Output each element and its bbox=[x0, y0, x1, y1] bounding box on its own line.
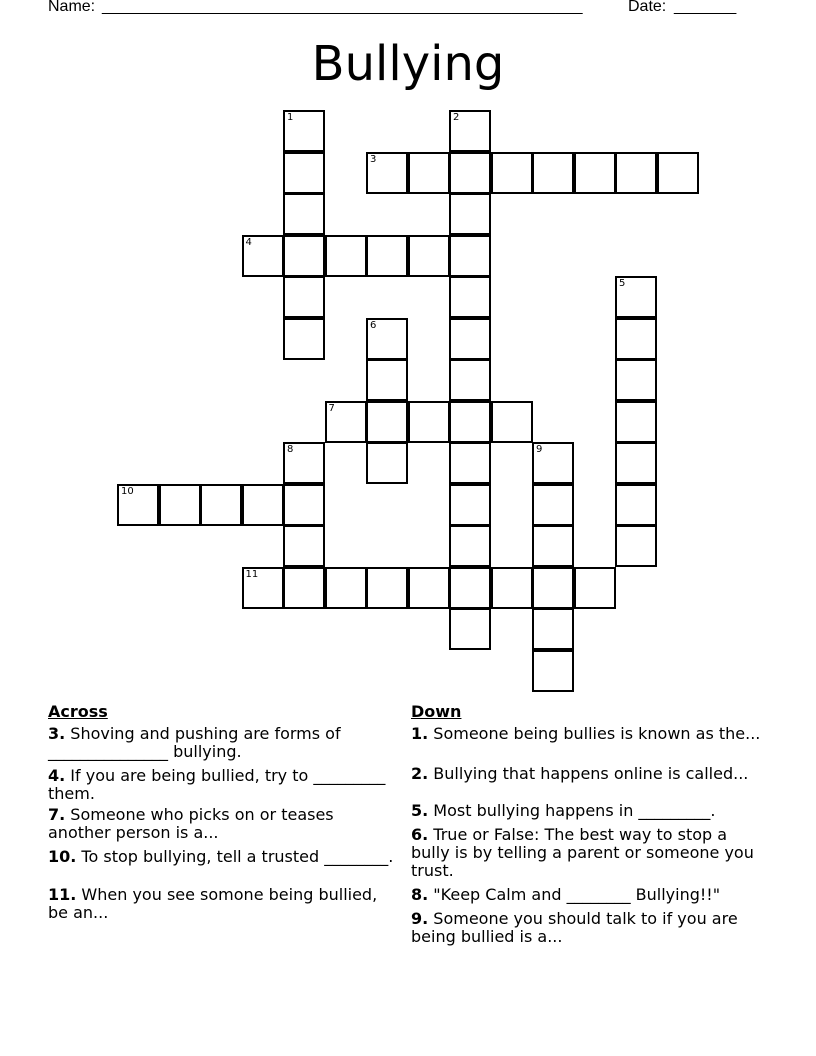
grid-cell[interactable] bbox=[491, 401, 533, 443]
grid-cell[interactable] bbox=[366, 567, 408, 609]
clue-text: If you are being bullied, try to _________ them. bbox=[48, 766, 386, 803]
grid-cell[interactable] bbox=[449, 608, 491, 650]
clue-label: 3. bbox=[48, 724, 66, 743]
across-clue bbox=[48, 886, 398, 922]
grid-cell[interactable] bbox=[491, 567, 533, 609]
clue-number: 3 bbox=[370, 153, 377, 165]
clue-text: "Keep Calm and ________ Bullying!!" bbox=[428, 885, 721, 904]
grid-cell[interactable] bbox=[449, 359, 491, 401]
down-clue bbox=[411, 802, 761, 820]
clue-number: 7 bbox=[328, 402, 335, 414]
clue-text: Someone you should talk to if you are being bullied is a... bbox=[411, 909, 738, 946]
clue-label: 10. bbox=[48, 847, 77, 866]
clue-text: Bullying that happens online is called... bbox=[428, 764, 749, 783]
down-clue bbox=[411, 765, 761, 783]
name-field[interactable]: ______________________________________________________ bbox=[102, 0, 583, 15]
grid-cell[interactable] bbox=[615, 442, 657, 484]
grid-cell[interactable] bbox=[449, 193, 491, 235]
grid-cell[interactable] bbox=[283, 235, 325, 277]
across-clue bbox=[48, 725, 398, 761]
grid-cell[interactable] bbox=[615, 525, 657, 567]
grid-cell[interactable] bbox=[408, 152, 450, 194]
across-heading: Across bbox=[48, 702, 108, 721]
grid-cell[interactable] bbox=[283, 193, 325, 235]
grid-cell[interactable] bbox=[449, 276, 491, 318]
clue-number: 11 bbox=[245, 568, 259, 580]
date-label: Date: bbox=[628, 0, 667, 15]
grid-cell[interactable] bbox=[532, 650, 574, 692]
clue-text: Someone being bullies is known as the... bbox=[428, 724, 761, 743]
grid-cell[interactable] bbox=[408, 567, 450, 609]
grid-cell[interactable] bbox=[366, 359, 408, 401]
down-clue bbox=[411, 725, 761, 743]
clue-number: 1 bbox=[287, 112, 294, 123]
page-title: Bullying bbox=[311, 36, 505, 92]
grid-cell[interactable] bbox=[325, 567, 367, 609]
down-clue bbox=[411, 886, 761, 904]
clue-number: 6 bbox=[370, 319, 377, 331]
grid-cell[interactable] bbox=[366, 401, 408, 443]
grid-cell[interactable] bbox=[283, 110, 325, 152]
clue-label: 1. bbox=[411, 724, 429, 743]
grid-cell[interactable] bbox=[366, 442, 408, 484]
grid-cell[interactable] bbox=[615, 359, 657, 401]
grid-cell[interactable] bbox=[615, 152, 657, 194]
across-clue bbox=[48, 767, 398, 803]
grid-cell[interactable] bbox=[615, 276, 657, 318]
grid-cell[interactable] bbox=[449, 525, 491, 567]
grid-cell[interactable] bbox=[283, 442, 325, 484]
grid-cell[interactable] bbox=[449, 401, 491, 443]
down-clue bbox=[411, 826, 761, 880]
grid-cell[interactable] bbox=[283, 525, 325, 567]
date-field[interactable]: _______ bbox=[674, 0, 737, 15]
across-clue bbox=[48, 806, 398, 842]
grid-cell[interactable] bbox=[615, 318, 657, 360]
grid-cell[interactable] bbox=[615, 484, 657, 526]
clue-label: 7. bbox=[48, 805, 66, 824]
grid-cell[interactable] bbox=[283, 567, 325, 609]
clue-text: When you see somone being bullied, be an... bbox=[48, 885, 378, 922]
clue-text: To stop bullying, tell a trusted ________. bbox=[76, 847, 394, 866]
grid-cell[interactable] bbox=[408, 235, 450, 277]
grid-cell[interactable] bbox=[449, 110, 491, 152]
clue-label: 6. bbox=[411, 825, 429, 844]
across-clue bbox=[48, 848, 398, 866]
grid-cell[interactable] bbox=[159, 484, 201, 526]
grid-cell[interactable] bbox=[491, 152, 533, 194]
grid-cell[interactable] bbox=[283, 318, 325, 360]
grid-cell[interactable] bbox=[449, 484, 491, 526]
clue-text: Shoving and pushing are forms of _______________ bullying. bbox=[48, 724, 341, 761]
grid-cell[interactable] bbox=[200, 484, 242, 526]
grid-cell[interactable] bbox=[532, 567, 574, 609]
clue-label: 11. bbox=[48, 885, 77, 904]
down-clue bbox=[411, 910, 761, 946]
clue-label: 5. bbox=[411, 801, 429, 820]
clue-number: 9 bbox=[536, 444, 543, 455]
grid-cell[interactable] bbox=[657, 152, 699, 194]
grid-cell[interactable] bbox=[366, 152, 408, 194]
clue-number: 10 bbox=[121, 485, 134, 497]
clue-label: 9. bbox=[411, 909, 429, 928]
grid-cell[interactable] bbox=[532, 484, 574, 526]
clue-number: 4 bbox=[245, 236, 252, 248]
grid-cell[interactable] bbox=[615, 401, 657, 443]
grid-cell[interactable] bbox=[532, 442, 574, 484]
grid-cell[interactable] bbox=[366, 235, 408, 277]
clue-number: 8 bbox=[287, 444, 294, 455]
grid-cell[interactable] bbox=[408, 401, 450, 443]
grid-cell[interactable] bbox=[532, 608, 574, 650]
grid-cell[interactable] bbox=[283, 276, 325, 318]
clue-number: 5 bbox=[619, 278, 626, 289]
clue-text: Someone who picks on or teases another person is a... bbox=[48, 805, 334, 842]
grid-cell[interactable] bbox=[325, 235, 367, 277]
grid-cell[interactable] bbox=[325, 401, 367, 443]
grid-cell[interactable] bbox=[449, 567, 491, 609]
clue-label: 8. bbox=[411, 885, 429, 904]
grid-cell[interactable] bbox=[117, 484, 159, 526]
grid-cell[interactable] bbox=[574, 567, 616, 609]
grid-cell[interactable] bbox=[449, 235, 491, 277]
clue-number: 2 bbox=[453, 112, 460, 123]
grid-cell[interactable] bbox=[242, 484, 284, 526]
grid-cell[interactable] bbox=[283, 152, 325, 194]
name-label: Name: bbox=[48, 0, 96, 15]
grid-cell[interactable] bbox=[574, 152, 616, 194]
grid-cell[interactable] bbox=[449, 318, 491, 360]
clue-label: 4. bbox=[48, 766, 66, 785]
clue-label: 2. bbox=[411, 764, 429, 783]
grid-cell[interactable] bbox=[449, 442, 491, 484]
grid-cell[interactable] bbox=[532, 525, 574, 567]
clue-text: True or False: The best way to stop a bully is by telling a parent or someone you trust. bbox=[411, 825, 754, 880]
grid-cell[interactable] bbox=[242, 235, 284, 277]
clue-text: Most bullying happens in _________. bbox=[428, 801, 716, 820]
grid-cell[interactable] bbox=[366, 318, 408, 360]
grid-cell[interactable] bbox=[283, 484, 325, 526]
down-heading: Down bbox=[411, 702, 462, 721]
grid-cell[interactable] bbox=[449, 152, 491, 194]
grid-cell[interactable] bbox=[532, 152, 574, 194]
grid-cell[interactable] bbox=[242, 567, 284, 609]
